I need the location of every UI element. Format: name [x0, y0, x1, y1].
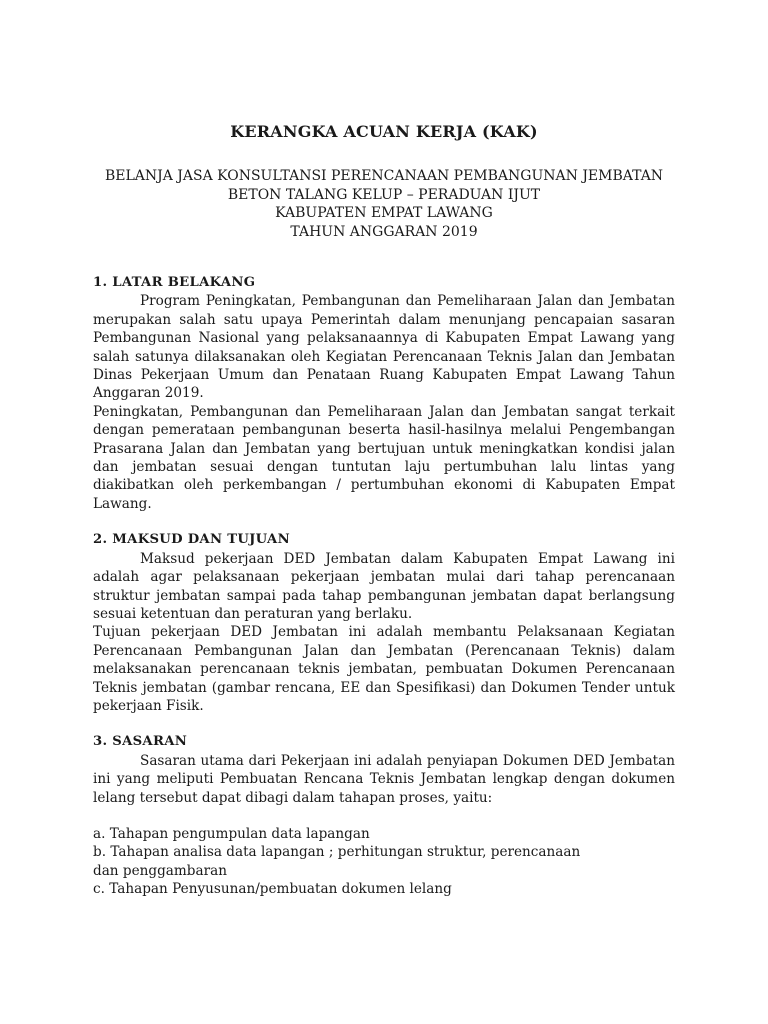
list-item: b. Tahapan analisa data lapangan ; perhitungan struktur, perencanaan — [93, 844, 581, 861]
document-title: KERANGKA ACUAN KERJA (KAK) — [230, 122, 538, 141]
subtitle-line: BELANJA JASA KONSULTANSI PERENCANAAN PEMBANGUNAN JEMBATAN — [104, 168, 664, 184]
list-item: c. Tahapan Penyusunan/pembuatan dokumen lelang — [93, 881, 452, 898]
subtitle-line: TAHUN ANGGARAN 2019 — [290, 223, 478, 240]
section-paragraph: Program Peningkatan, Pembangunan dan Pemeliharaan Jalan dan Jembatan merupakan salah satu upaya Pemerintah dalam menunjang pencapaian sasaran Pembangunan Nasional yang pelaksanaannya di Kabupaten Empat Lawang yang salah satunya dilaksanakan oleh Kegiatan Perencanaan Teknis Jalan dan Jembatan Dinas Pekerjaan Umum dan Penataan Ruang Kabupaten Empat Lawang Tahun Anggaran 2019. — [93, 293, 675, 402]
list-item: a. Tahapan pengumpulan data lapangan — [93, 825, 370, 842]
document-subtitle — [100, 167, 668, 241]
section-heading-sasaran: 3. SASARAN — [93, 734, 188, 750]
section-heading-maksud-dan-tujuan: 2. MAKSUD DAN TUJUAN — [93, 532, 290, 548]
section-heading-latar-belakang: 1. LATAR BELAKANG — [93, 275, 256, 290]
list-item: dan penggambaran — [93, 862, 227, 879]
subtitle-line: BETON TALANG KELUP – PERADUAN IJUT — [227, 186, 541, 203]
subtitle-line: KABUPATEN EMPAT LAWANG — [275, 205, 493, 221]
section-paragraph: Maksud pekerjaan DED Jembatan dalam Kabupaten Empat Lawang ini adalah agar pelaksanaan pekerjaan jembatan mulai dari tahap perencanaan struktur jembatan sampai pada tahap pembangunan jembatan dapat berlangsung sesuai ketentuan dan peraturan yang berlaku. — [93, 550, 675, 622]
section-paragraph: Sasaran utama dari Pekerjaan ini adalah penyiapan Dokumen DED Jembatan ini yang meliputi Pembuatan Rencana Teknis Jembatan lengkap dengan dokumen lelang tersebut dapat dibagi dalam tahapan proses, yaitu: — [93, 752, 675, 806]
section-paragraph: Tujuan pekerjaan DED Jembatan ini adalah membantu Pelaksanaan Kegiatan Perencanaan Pembangunan Jalan dan Jembatan (Perencanaan Teknis) dalam melaksanakan perencanaan teknis jembatan, pembuatan Dokumen Perencanaan Teknis jembatan (gambar rencana, EE dan Spesifikasi) dan Dokumen Tender untuk pekerjaan Fisik. — [93, 624, 675, 714]
section-paragraph: Peningkatan, Pembangunan dan Pemeliharaan Jalan dan Jembatan sangat terkait dengan pemerataan pembangunan beserta hasil-hasilnya melalui Pengembangan Prasarana Jalan dan Jembatan yang bertujuan untuk meningkatkan kondisi jalan dan jembatan sesuai dengan tuntutan laju pertumbuhan lalu lintas yang diakibatkan oleh perkembangan / pertumbuhan ekonomi di Kabupaten Empat Lawang. — [93, 403, 675, 512]
document-body — [93, 274, 675, 899]
